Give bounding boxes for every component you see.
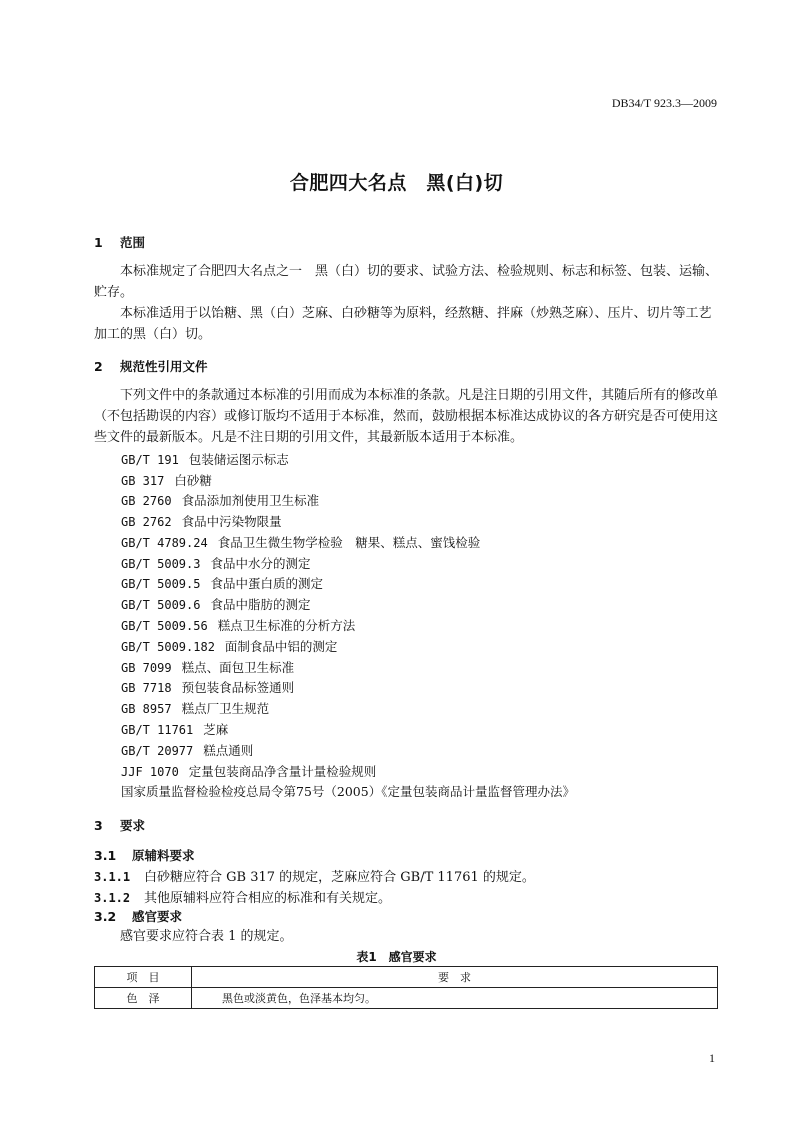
- section-number: 3: [94, 818, 103, 833]
- reference-item: GB/T 5009.5 食品中蛋白质的测定: [121, 576, 323, 591]
- reference-item: GB/T 5009.6 食品中脂肪的测定: [121, 597, 311, 612]
- reference-item: GB 7099 糕点、面包卫生标准: [121, 660, 295, 675]
- table-row: [95, 988, 718, 1009]
- section-1-heading: [94, 233, 145, 251]
- section-3-heading: [94, 816, 145, 834]
- clause-text: 白砂糖应符合 GB 317 的规定，芝麻应符合 GB/T 11761 的规定。: [144, 870, 535, 885]
- section-number: 3.1: [94, 848, 117, 863]
- table-header-cell: 要 求: [192, 967, 718, 988]
- reference-item: GB/T 191 包装储运图示标志: [121, 452, 289, 467]
- section-title: 规范性引用文件: [120, 359, 208, 374]
- sensory-table: [94, 966, 718, 1009]
- reference-item: GB 2760 食品添加剂使用卫生标准: [121, 493, 320, 508]
- section-3-2-heading: [94, 907, 182, 925]
- section-title: 要求: [120, 818, 146, 833]
- section-title: 感官要求: [132, 909, 183, 924]
- clause-3-1-2: [94, 887, 391, 906]
- section-2-heading: [94, 357, 208, 375]
- reference-item: GB 7718 预包装食品标签通则: [121, 680, 295, 695]
- scope-paragraph-2: 本标准适用于以饴糖、黑（白）芝麻、白砂糖等为原料，经熬糖、拌麻（炒熟芝麻）、压片、切片等工艺加工的黑（白）切。: [94, 306, 712, 342]
- clause-text: 其他原辅料应符合相应的标准和有关规定。: [144, 891, 392, 906]
- table-cell-item: 色 泽: [95, 988, 192, 1009]
- reference-item: GB/T 5009.3 食品中水分的测定: [121, 556, 311, 571]
- section-number: 3.2: [94, 909, 117, 924]
- section-3-1-heading: [94, 846, 195, 864]
- clause-number: 3.1.1: [94, 870, 131, 884]
- table-caption: 表1 感官要求: [356, 950, 437, 964]
- document-code: DB34/T 923.3—2009: [611, 96, 717, 110]
- reference-item: GB 2762 食品中污染物限量: [121, 514, 282, 529]
- reference-item: GB/T 20977 糕点通则: [121, 743, 254, 758]
- reference-item: GB/T 11761 芝麻: [121, 722, 229, 737]
- clause-number: 3.1.2: [94, 891, 131, 905]
- sensory-intro: 感官要求应符合表 1 的规定。: [120, 929, 293, 944]
- reference-item-decree: 国家质量监督检验检疫总局令第75号（2005）《定量包装商品计量监督管理办法》: [121, 784, 575, 799]
- clause-3-1-1: [94, 866, 535, 885]
- reference-item: GB/T 5009.182 面制食品中铝的测定: [121, 639, 338, 654]
- section-number: 1: [94, 235, 103, 250]
- table-header-cell: 项 目: [95, 967, 192, 988]
- page-number: 1: [709, 1051, 715, 1065]
- section-number: 2: [94, 359, 103, 374]
- reference-item: GB/T 5009.56 糕点卫生标准的分析方法: [121, 618, 356, 633]
- section-title: 原辅料要求: [132, 848, 195, 863]
- reference-item: GB 8957 糕点厂卫生规范: [121, 701, 270, 716]
- section-title: 范围: [120, 235, 146, 250]
- table-header-row: [95, 967, 718, 988]
- reference-item: GB/T 4789.24 食品卫生微生物学检验 糖果、糕点、蜜饯检验: [121, 535, 481, 550]
- reference-item: JJF 1070 定量包装商品净含量计量检验规则: [121, 764, 377, 779]
- references-intro: 下列文件中的条款通过本标准的引用而成为本标准的条款。凡是注日期的引用文件，其随后所有的修改单（不包括勘误的内容）或修订版均不适用于本标准，然而，鼓励根据本标准达成协议的各方研究是否可使用这些文件的最新版本。凡是不注日期的引用文件，其最新版本适用于本标准。: [94, 388, 719, 445]
- reference-item: GB 317 白砂糖: [121, 473, 212, 488]
- scope-paragraph-1: 本标准规定了合肥四大名点之一 黑（白）切的要求、试验方法、检验规则、标志和标签、包装、运输、贮存。: [94, 264, 719, 300]
- page-title: 合肥四大名点 黑(白)切: [289, 172, 504, 194]
- table-cell-requirement: 黑色或淡黄色，色泽基本均匀。: [192, 988, 718, 1009]
